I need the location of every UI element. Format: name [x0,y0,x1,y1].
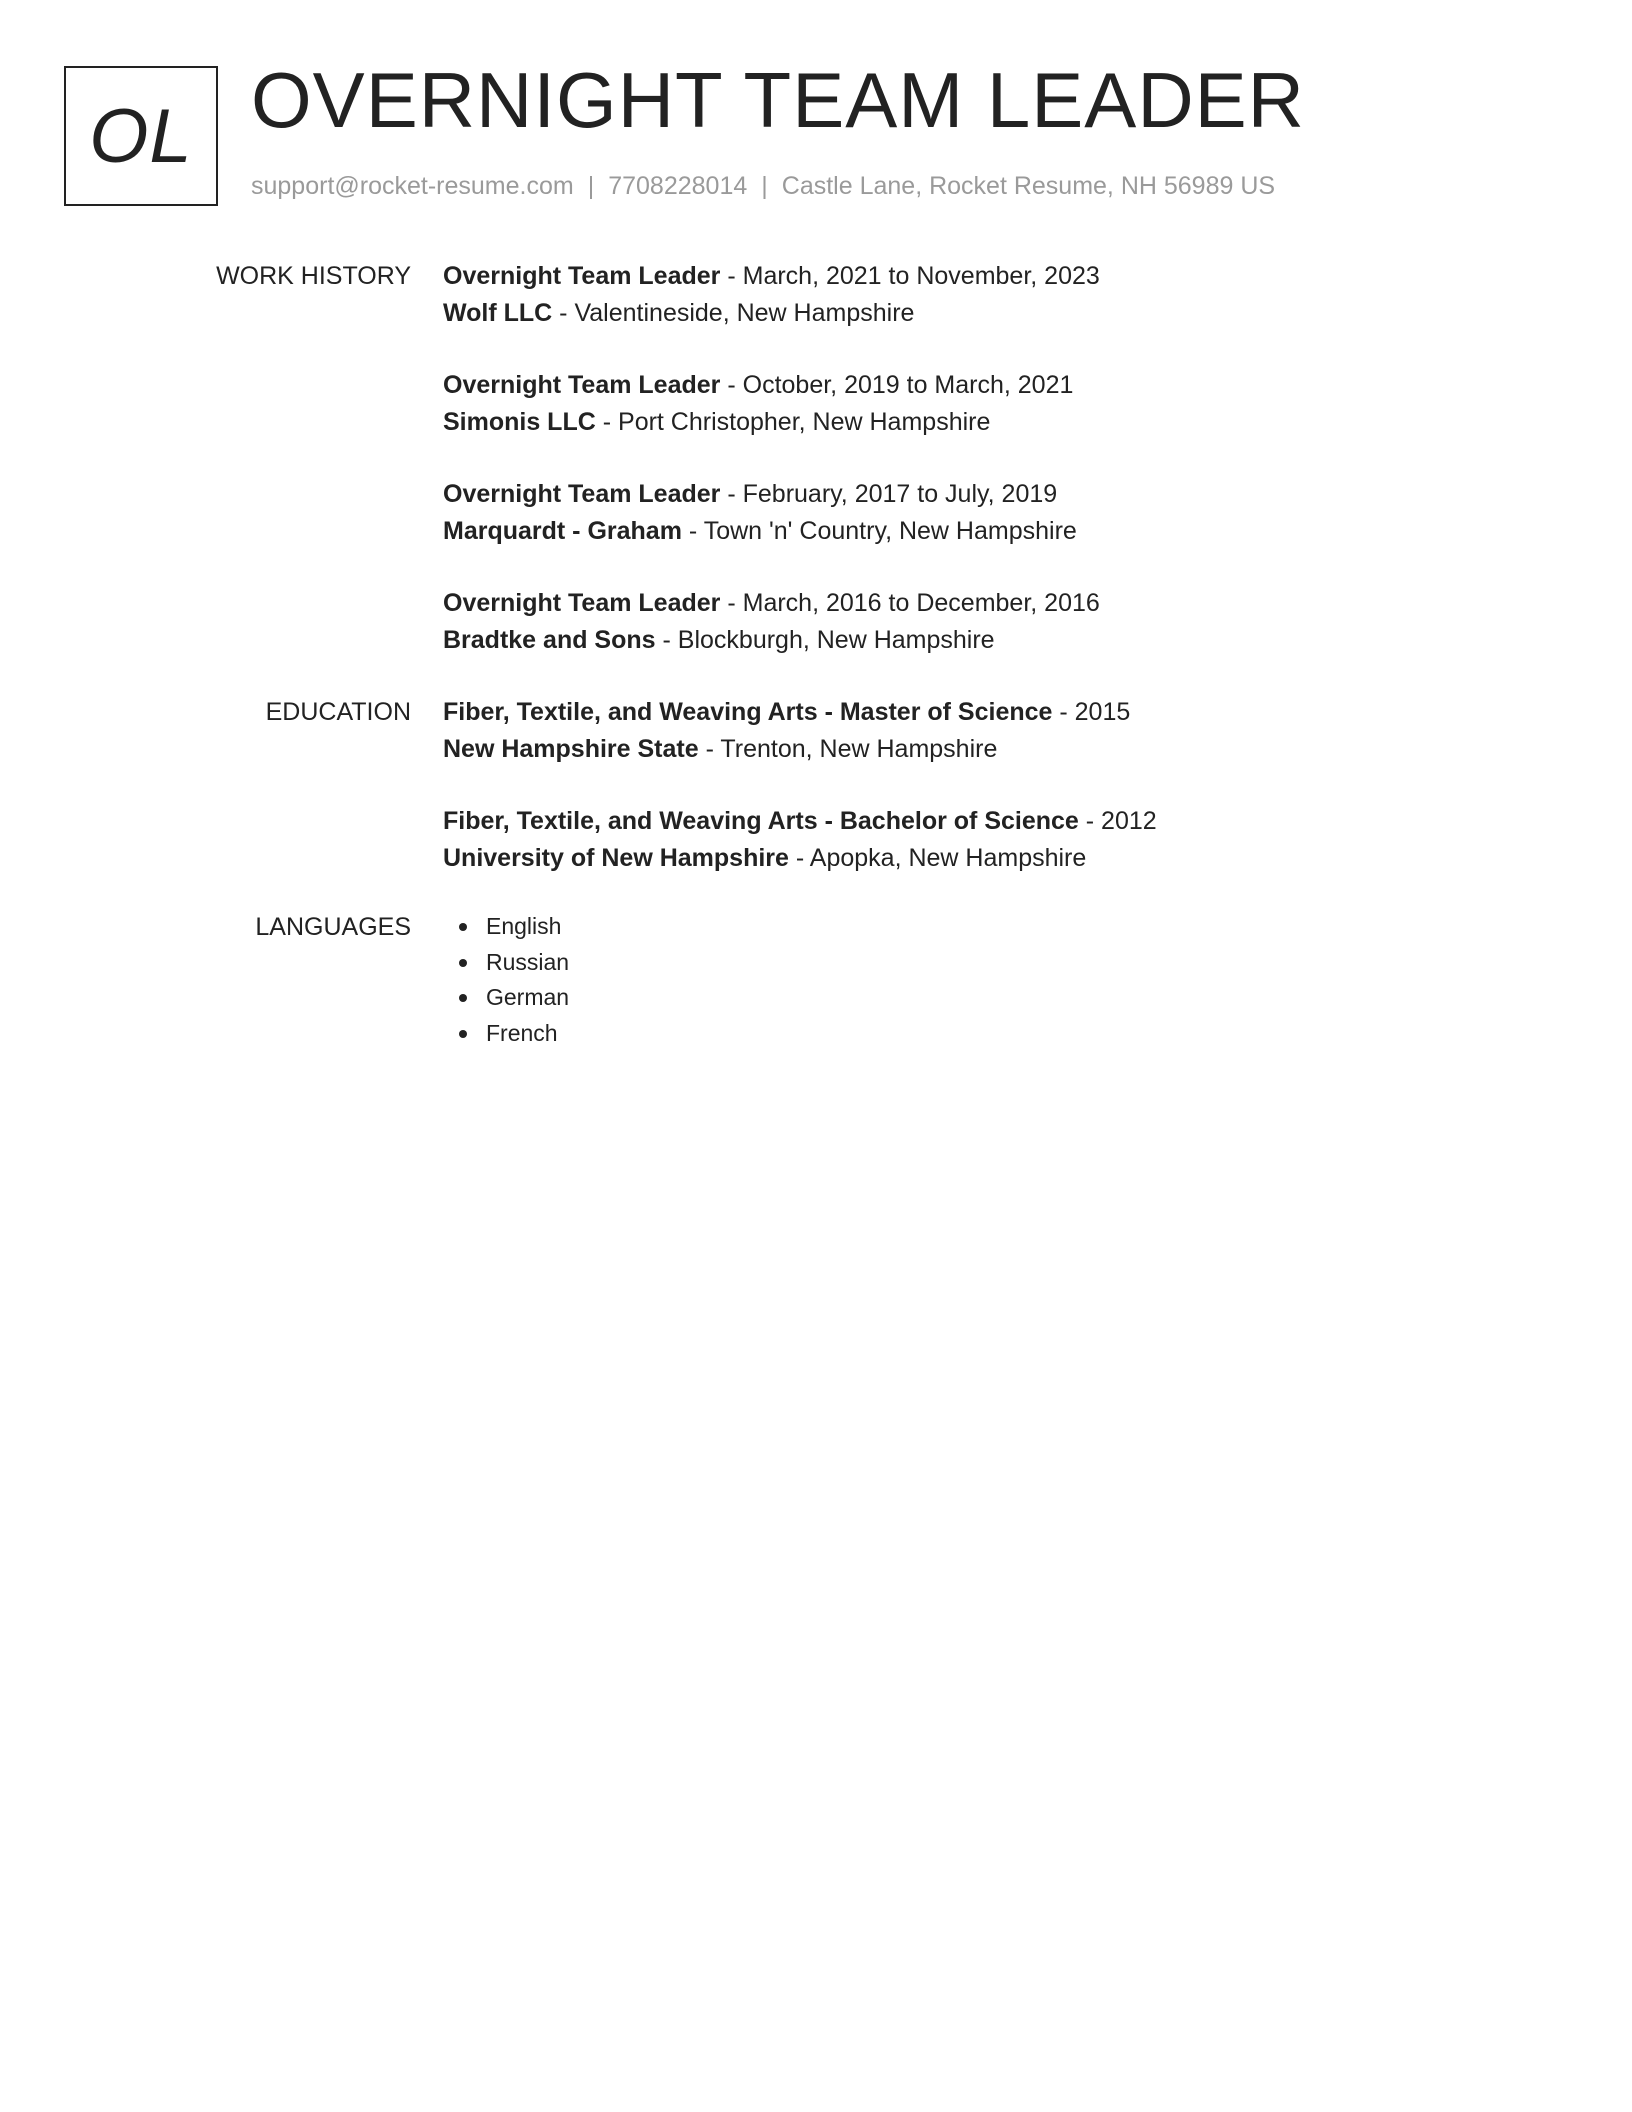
language-item [443,909,569,945]
contact-phone: 7708228014 [608,172,748,200]
bullet-icon [459,959,467,967]
work-role: Overnight Team Leader [443,589,721,617]
work-location: - Blockburgh, New Hampshire [655,626,995,654]
section-label-languages: LANGUAGES [255,913,411,941]
work-entry-role-line [443,585,1100,622]
work-dates: - October, 2019 to March, 2021 [720,371,1074,399]
languages-list [443,909,569,1051]
work-entry-role-line [443,476,1100,513]
work-dates: - March, 2021 to November, 2023 [720,262,1100,290]
work-entry-role-line [443,258,1100,295]
language-item [443,980,569,1016]
education-degree-line [443,694,1157,731]
work-dates: - March, 2016 to December, 2016 [720,589,1100,617]
language-name: Russian [486,948,570,975]
work-role: Overnight Team Leader [443,480,721,508]
education-school-line [443,840,1157,877]
education-location: - Trenton, New Hampshire [698,735,998,763]
work-employer: Bradtke and Sons [443,626,656,654]
monogram-box [64,66,218,206]
work-entry-role-line [443,367,1100,404]
education-school-line [443,731,1157,768]
contact-address: Castle Lane, Rocket Resume, NH 56989 US [781,172,1276,200]
work-employer: Marquardt - Graham [443,517,682,545]
section-label-work-history: WORK HISTORY [216,262,411,290]
education-degree-line [443,803,1157,840]
education-year: - 2012 [1078,807,1157,835]
education-degree: Fiber, Textile, and Weaving Arts - Bachelor of Science [443,807,1079,835]
work-employer: Wolf LLC [443,299,553,327]
language-item [443,1016,569,1052]
work-role: Overnight Team Leader [443,371,721,399]
contact-separator: | [587,172,595,200]
education-degree: Fiber, Textile, and Weaving Arts - Master of Science [443,698,1053,726]
bullet-icon [459,923,467,931]
contact-email: support@rocket-resume.com [251,172,574,200]
section-label-education: EDUCATION [265,698,411,726]
education-school: New Hampshire State [443,735,699,763]
work-location: - Port Christopher, New Hampshire [595,408,991,436]
education-year: - 2015 [1052,698,1131,726]
work-location: - Valentineside, New Hampshire [552,299,915,327]
contact-separator: | [761,172,768,200]
education-location: - Apopka, New Hampshire [788,844,1087,872]
language-name: French [486,1019,558,1046]
education-list [443,694,1157,912]
work-entry [443,367,1100,441]
work-entry-employer-line [443,622,1100,659]
work-entry-employer-line [443,295,1100,332]
work-entry [443,476,1100,550]
monogram-initials: OL [89,93,193,179]
language-item [443,945,569,981]
contact-line [251,172,1275,201]
work-entry-employer-line [443,513,1100,550]
work-entry [443,585,1100,659]
work-employer: Simonis LLC [443,408,596,436]
languages-body [443,909,569,1051]
work-dates: - February, 2017 to July, 2019 [720,480,1058,508]
work-role: Overnight Team Leader [443,262,721,290]
bullet-icon [459,994,467,1002]
work-entry [443,258,1100,332]
work-history-list [443,258,1100,694]
education-entry [443,694,1157,768]
resume-title: OVERNIGHT TEAM LEADER [251,56,1306,144]
bullet-icon [459,1030,467,1038]
language-name: German [486,984,570,1010]
language-name: English [486,913,562,939]
education-school: University of New Hampshire [443,844,789,872]
work-location: - Town 'n' Country, New Hampshire [681,517,1077,545]
education-entry [443,803,1157,877]
work-entry-employer-line [443,404,1100,441]
